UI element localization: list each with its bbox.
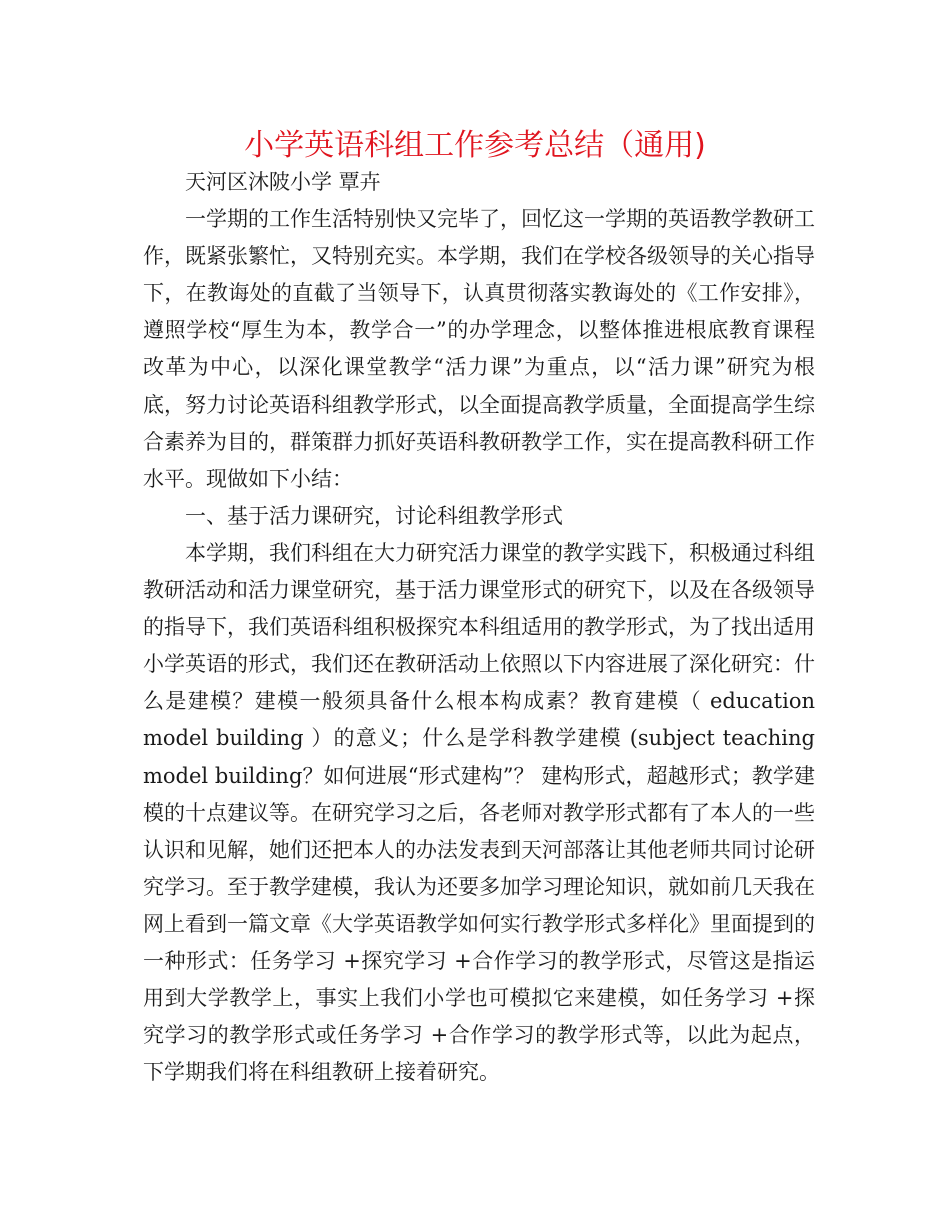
- author-line: 天河区沐陂小学 覃卉: [185, 170, 381, 194]
- document-body: [143, 164, 815, 1091]
- document-title: 小学英语科组工作参考总结（通用): [244, 128, 706, 163]
- paragraph-section-1: 本学期，我们科组在大力研究活力课堂的教学实践下，积极通过科组教研活动和活力课堂研究，基于活力课堂形式的研究下，以及在各级领导的指导下，我们英语科组积极探究本科组适用的教学形式，为了找出适用小学英语的形式，我们还在教研活动上依照以下内容进展了深化研究：什么是建模？建模一般须具备什么根本构成素？教育建模（ education model building ）的意义；什么是学科教学建模 (subject teaching model building？如何进展“形式建构”？ 建构形式，超越形式；教学建模的十点建议等。在研究学习之后，各老师对教学形式都有了本人的一些认识和见解，她们还把本人的办法发表到天河部落让其他老师共同讨论研究学习。至于教学建模，我认为还要多加学习理论知识，就如前几天我在网上看到一篇文章《大学英语教学如何实行教学形式多样化》里面提到的一种形式：任务学习 +探究学习 +合作学习的教学形式，尽管这是指运用到大学教学上，事实上我们小学也可模拟它来建模，如任务学习 +探究学习的教学形式或任务学习 +合作学习的教学形式等，以此为起点，下学期我们将在科组教研上接着研究。: [143, 540, 815, 1085]
- section-heading: 一、基于活力课研究，讨论科组教学形式: [185, 503, 563, 528]
- paragraph-intro: 一学期的工作生活特别快又完毕了，回忆这一学期的英语教学教研工作，既紧张繁忙，又特别充实。本学期，我们在学校各级领导的关心指导下，在教诲处的直截了当领导下，认真贯彻落实教诲处的《工作安排》，遵照学校“厚生为本，教学合一”的办学理念，以整体推进根底教育课程改革为中心，以深化课堂教学“活力课”为重点，以“活力课”研究为根底，努力讨论英语科组教学形式，以全面提高教学质量，全面提高学生综合素养为目的，群策群力抓好英语科教研教学工作，实在提高教科研工作水平。现做如下小结：: [143, 207, 815, 491]
